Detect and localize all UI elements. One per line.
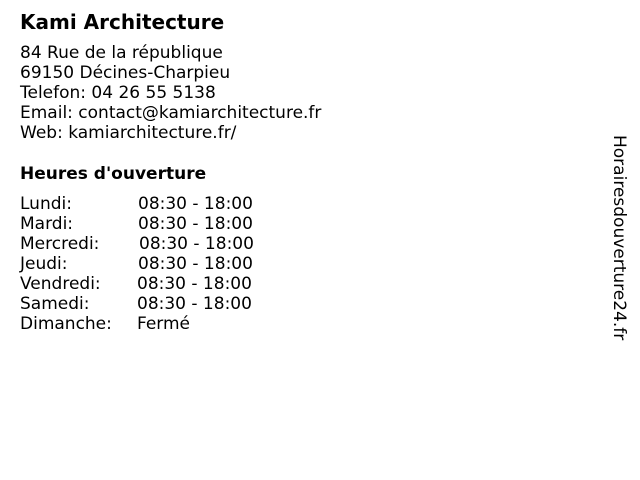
business-name: Kami Architecture xyxy=(20,10,225,34)
day-hours: 08:30 - 18:00 xyxy=(138,254,253,274)
day-label: Jeudi: xyxy=(20,254,68,274)
day-hours: 08:30 - 18:00 xyxy=(138,194,253,214)
email-address: Email: contact@kamiarchitecture.fr xyxy=(20,103,322,123)
site-watermark xyxy=(605,135,639,345)
hours-heading: Heures d'ouverture xyxy=(20,164,207,184)
contact-info xyxy=(20,43,321,143)
hours-row-mardi xyxy=(20,214,280,234)
hours-row-samedi xyxy=(20,294,280,314)
day-label: Lundi: xyxy=(20,194,72,214)
hours-row-dimanche xyxy=(20,314,280,334)
phone-number: Telefon: 04 26 55 5138 xyxy=(20,83,216,103)
hours-row-lundi xyxy=(20,194,280,214)
hours-row-vendredi xyxy=(20,274,280,294)
city-postal: 69150 Décines-Charpieu xyxy=(20,63,231,83)
website: Web: kamiarchitecture.fr/ xyxy=(20,123,237,143)
day-label: Mardi: xyxy=(20,214,74,234)
day-label: Dimanche: xyxy=(20,314,112,334)
hours-row-mercredi xyxy=(20,234,280,254)
hours-row-jeudi xyxy=(20,254,280,274)
day-hours: 08:30 - 18:00 xyxy=(137,294,252,314)
day-label: Mercredi: xyxy=(20,234,100,254)
day-hours: 08:30 - 18:00 xyxy=(138,214,253,234)
day-label: Vendredi: xyxy=(20,274,101,294)
day-hours: 08:30 - 18:00 xyxy=(139,234,254,254)
day-label: Samedi: xyxy=(20,294,90,314)
street-address: 84 Rue de la république xyxy=(20,43,223,63)
day-hours: 08:30 - 18:00 xyxy=(137,274,252,294)
hours-table xyxy=(20,194,280,334)
day-hours: Fermé xyxy=(137,314,191,334)
watermark-text: Horairesdouverture24.fr xyxy=(609,135,629,341)
